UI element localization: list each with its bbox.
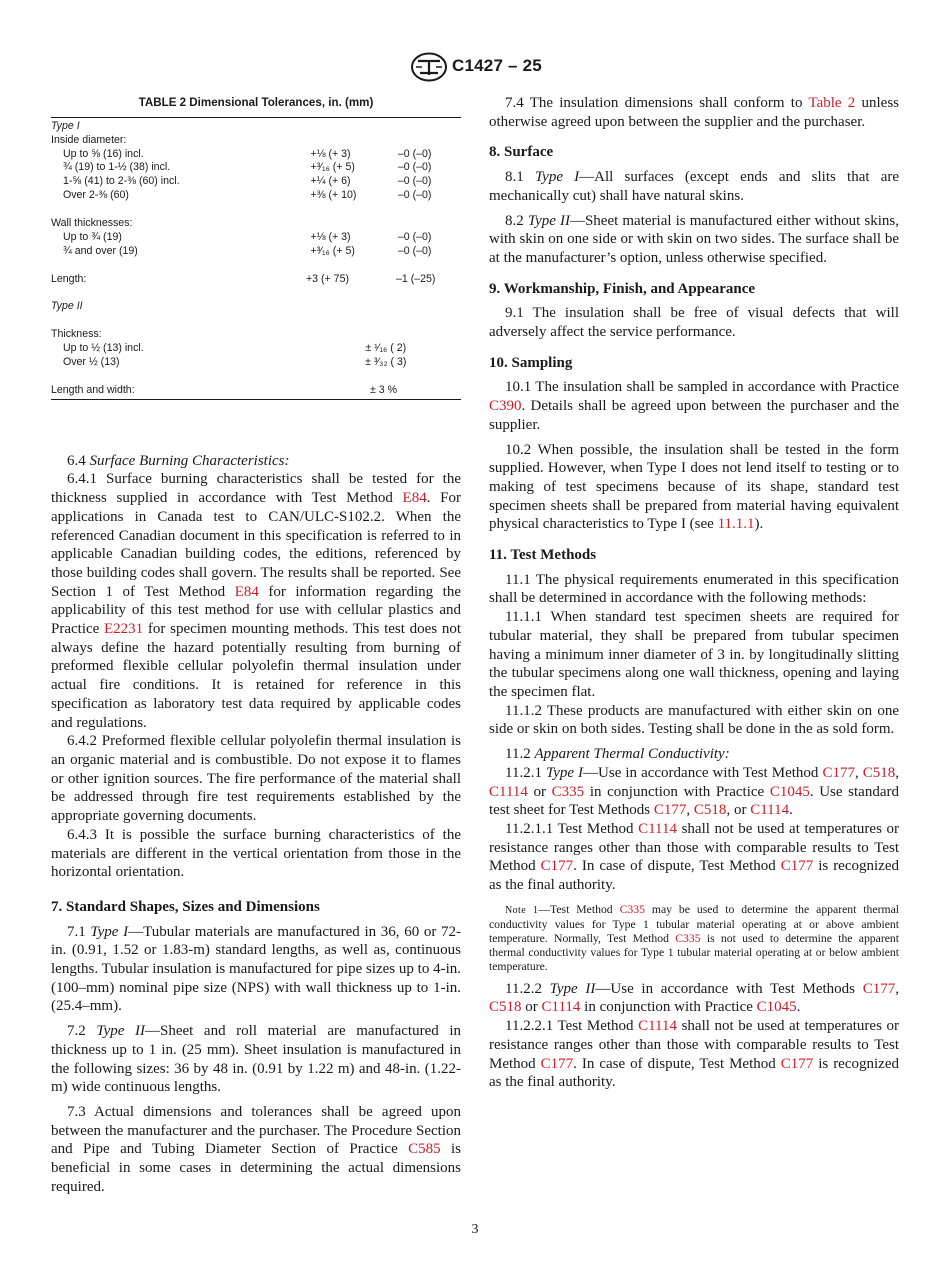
ref-link[interactable]: E84 <box>402 490 427 507</box>
ref-link[interactable]: C1045 <box>756 999 797 1016</box>
section-7-heading: 7. Standard Shapes, Sizes and Dimensions <box>51 898 320 915</box>
right-column <box>489 94 899 1092</box>
table-row: Length: +3 (+ 75) –1 (–25) <box>51 272 436 285</box>
paragraph-11-2-2: 11.2.2 Type II—Use in accordance with Test Methods C177, C518 or C1114 in conjunction with Practice C1045. <box>489 980 899 1016</box>
table-row: Up to ½ (13) incl. ± ¹⁄₁₆ ( 2) <box>63 342 407 355</box>
astm-logo-icon <box>410 52 448 82</box>
ref-link[interactable]: C1114 <box>750 802 790 819</box>
section-10-heading: 10. Sampling <box>489 354 573 371</box>
paragraph-11-2-1: 11.2.1 Type I—Use in accordance with Test Method C177, C518, C1114 or C335 in conjunction with Practice C1045. Use standard test sheet for Test Methods C177, C518, or C1114. <box>489 764 899 819</box>
ref-link[interactable]: C177 <box>540 858 574 875</box>
page-number: 3 <box>471 1222 479 1237</box>
ref-link[interactable]: C1114 <box>638 1018 678 1035</box>
table-row: Length and width: ± 3 % <box>51 383 397 396</box>
paragraph-10-1: 10.1 The insulation shall be sampled in accordance with Practice C390. Details shall be agreed upon between the purchaser and the supplier. <box>489 379 899 433</box>
ref-link[interactable]: 11.1.1 <box>717 516 755 533</box>
table-body <box>51 117 461 400</box>
ref-link[interactable]: C1114 <box>638 820 678 837</box>
ref-link[interactable]: C177 <box>822 764 855 781</box>
ref-link[interactable]: C177 <box>653 802 687 819</box>
note-1: Note 1—Test Method C335 may be used to determine the apparent thermal conductivity values for Type 1 tubular material operating at or above ambient temperature. Normally, Test Method C335 is not used to determine the apparent thermal conductivity values for Type 1 tubular material operating at or below ambient temperature. <box>489 902 900 973</box>
paragraph-7-1: 7.1 Type I—Tubular materials are manufactured in 36, 60 or 72-in. (0.91, 1.52 or 1.83-m) standard lengths, as well as, continuous lengths. Tubular insulation is manufactured for pipe sizes up to 4-in. (100–mm) nominal pipe size (NPS) with wall thickness up to 1-in. (25.4–mm). <box>51 923 462 1015</box>
table-row: Up to ¾ (19) +⅛ (+ 3) –0 (–0) <box>63 230 432 243</box>
ref-link[interactable]: C518 <box>693 802 727 819</box>
ref-link[interactable]: C177 <box>540 1055 574 1072</box>
paragraph-11-1: 11.1 The physical requirements enumerated in this specification shall be determined in accordance with the following methods: <box>489 571 899 607</box>
table-type1-label: Type I <box>51 119 80 132</box>
ref-link[interactable]: C177 <box>862 980 896 997</box>
table-type2-label: Type II <box>51 300 83 313</box>
wall-thickness-label: Wall thicknesses: <box>51 217 133 230</box>
section-11-2-heading: 11.2 Apparent Thermal Conductivity: <box>505 746 730 763</box>
table-row: 1-⅝ (41) to 2-⅜ (60) incl. +¼ (+ 6) –0 (–0) <box>63 175 432 188</box>
paragraph-11-2-1-1: 11.2.1.1 Test Method C1114 shall not be used at temperatures or resistance ranges other than those with comparable results to Test Method C177. In case of dispute, Test Method C177 is recognized as the final authority. <box>489 820 899 894</box>
paragraph-11-1-2: 11.1.2 These products are manufactured with either skin on one side or skin on both sides. Testing shall be done in the as sold form. <box>489 702 899 738</box>
section-8-heading: 8. Surface <box>489 144 554 161</box>
ref-link[interactable]: C1114 <box>541 999 581 1016</box>
paragraph-8-1: 8.1 Type I—All surfaces (except ends and slits that are mechanically cut) shall have natural skins. <box>489 169 900 204</box>
inside-diameter-label: Inside diameter: <box>51 133 127 146</box>
ref-link[interactable]: C335 <box>675 931 701 945</box>
table-title: TABLE 2 Dimensional Tolerances, in. (mm) <box>138 96 374 109</box>
ref-link[interactable]: C177 <box>780 1055 814 1072</box>
ref-link[interactable]: C1045 <box>769 783 810 800</box>
table-row: Over ½ (13) ± ³⁄₃₂ ( 3) <box>63 356 407 369</box>
document-designation: C1427 – 25 <box>452 56 542 75</box>
thickness-label: Thickness: <box>51 328 102 341</box>
paragraph-11-2-2-1: 11.2.2.1 Test Method C1114 shall not be used at temperatures or resistance ranges other than those with comparable results to Test Method C177. In case of dispute, Test Method C177 is recognized as the final authority. <box>489 1018 899 1091</box>
paragraph-6-4-2: 6.4.2 Preformed flexible cellular polyolefin thermal insulation is an organic material and is combustible. Do not expose it to flames or other ignition sources. The fire performance of the material shall be addressed through fire test requirements established by the appropriate governing documents. <box>51 733 461 825</box>
left-column <box>51 94 461 1196</box>
ref-link[interactable]: C1114 <box>489 783 528 800</box>
ref-link[interactable]: C335 <box>619 902 645 916</box>
paragraph-7-3: 7.3 Actual dimensions and tolerances shall be agreed upon between the manufacturer and the purchaser. The Procedure Section and Pipe and Tubing Diameter Section of Practice C585 is beneficial in some cases in determining the actual dimensions required. <box>51 1103 462 1195</box>
paragraph-9-1: 9.1 The insulation shall be free of visual defects that will adversely affect the service performance. <box>489 305 899 341</box>
table-row: Over 2-⅜ (60) +⅜ (+ 10) –0 (–0) <box>63 189 432 202</box>
ref-link[interactable]: Table 2 <box>808 95 856 111</box>
paragraph-10-2: 10.2 When possible, the insulation shall be tested in the form supplied. However, when Type I does not lend itself to testing or to making of test specimens because of its shape, standard test specimen sheets shall be prepared from material having equivalent physical characteristics to Type I (see 11.1.1). <box>489 441 899 533</box>
section-11-heading: 11. Test Methods <box>489 547 597 564</box>
ref-link[interactable]: C390 <box>489 398 522 415</box>
ref-link[interactable]: C335 <box>551 783 585 800</box>
ref-link[interactable]: C518 <box>489 999 522 1016</box>
paragraph-6-4-1: 6.4.1 Surface burning characteristics shall be tested for the thickness supplied in accordance with Test Method E84. For applications in Canada test to CAN/ULC-S102.2. When the referenced Canadian document in this specification is referred to in applicable Canadian building codes, the editions, referenced by those building codes shall govern. The results shall be reported. See Section 1 of Test Method E84 for information regarding the applicability of this test method for use with cellular plastics and Practice E2231 for specimen mounting methods. This test does not always define the hazard potentially resulting from burning of preformed flexible cellular polyolefin thermal insulation under actual fire conditions. It is retained for reference in this specification as laboratory test data required by applicable codes and regulations. <box>51 471 461 731</box>
ref-link[interactable]: E84 <box>234 583 259 600</box>
page-header <box>0 50 950 84</box>
ref-link[interactable]: C177 <box>780 858 814 875</box>
paragraph-7-2: 7.2 Type II—Sheet and roll material are manufactured in thickness up to 1 in. (25 mm). Sheet insulation is manufactured in the following sizes: 36 by 48 in. (0.91 by 1.22 m) and 48-in. (1.22-m) wide continuous lengths. <box>51 1023 461 1096</box>
table-row: ¾ and over (19) +³⁄₁₆ (+ 5) –0 (–0) <box>63 244 432 257</box>
section-9-heading: 9. Workmanship, Finish, and Appearance <box>489 280 756 297</box>
ref-link[interactable]: C585 <box>408 1141 441 1158</box>
section-6-4-heading: 6.4 Surface Burning Characteristics: <box>67 452 290 469</box>
paragraph-11-1-1: 11.1.1 When standard test specimen sheets are required for tubular material, they shall be prepared from tubular specimen having a minimum inner diameter of 3 in. by longitudinally slitting the tubular specimens along one wall thickness, opening and laying the specimen flat. <box>489 609 899 700</box>
table-row: Up to ⅝ (16) incl. +⅛ (+ 3) –0 (–0) <box>63 147 432 160</box>
paragraph-6-4-3: 6.4.3 It is possible the surface burning characteristics of the materials are different in the vertical orientation from those in the horizontal orientation. <box>51 826 461 881</box>
paragraph-7-4: 7.4 The insulation dimensions shall conform to Table 2 unless otherwise agreed upon between the supplier and the purchaser. <box>489 95 899 130</box>
table-row: ¾ (19) to 1-½ (38) incl. +³⁄₁₆ (+ 5) –0 (–0) <box>63 161 432 174</box>
ref-link[interactable]: C518 <box>862 764 896 781</box>
ref-link[interactable]: E2231 <box>104 621 144 638</box>
table-2 <box>51 94 461 400</box>
paragraph-8-2: 8.2 Type II—Sheet material is manufactured either without skins, with skin on one side or with skin on two sides. The surface shall be at the manufacturer’s option, unless otherwise specified. <box>489 212 899 266</box>
